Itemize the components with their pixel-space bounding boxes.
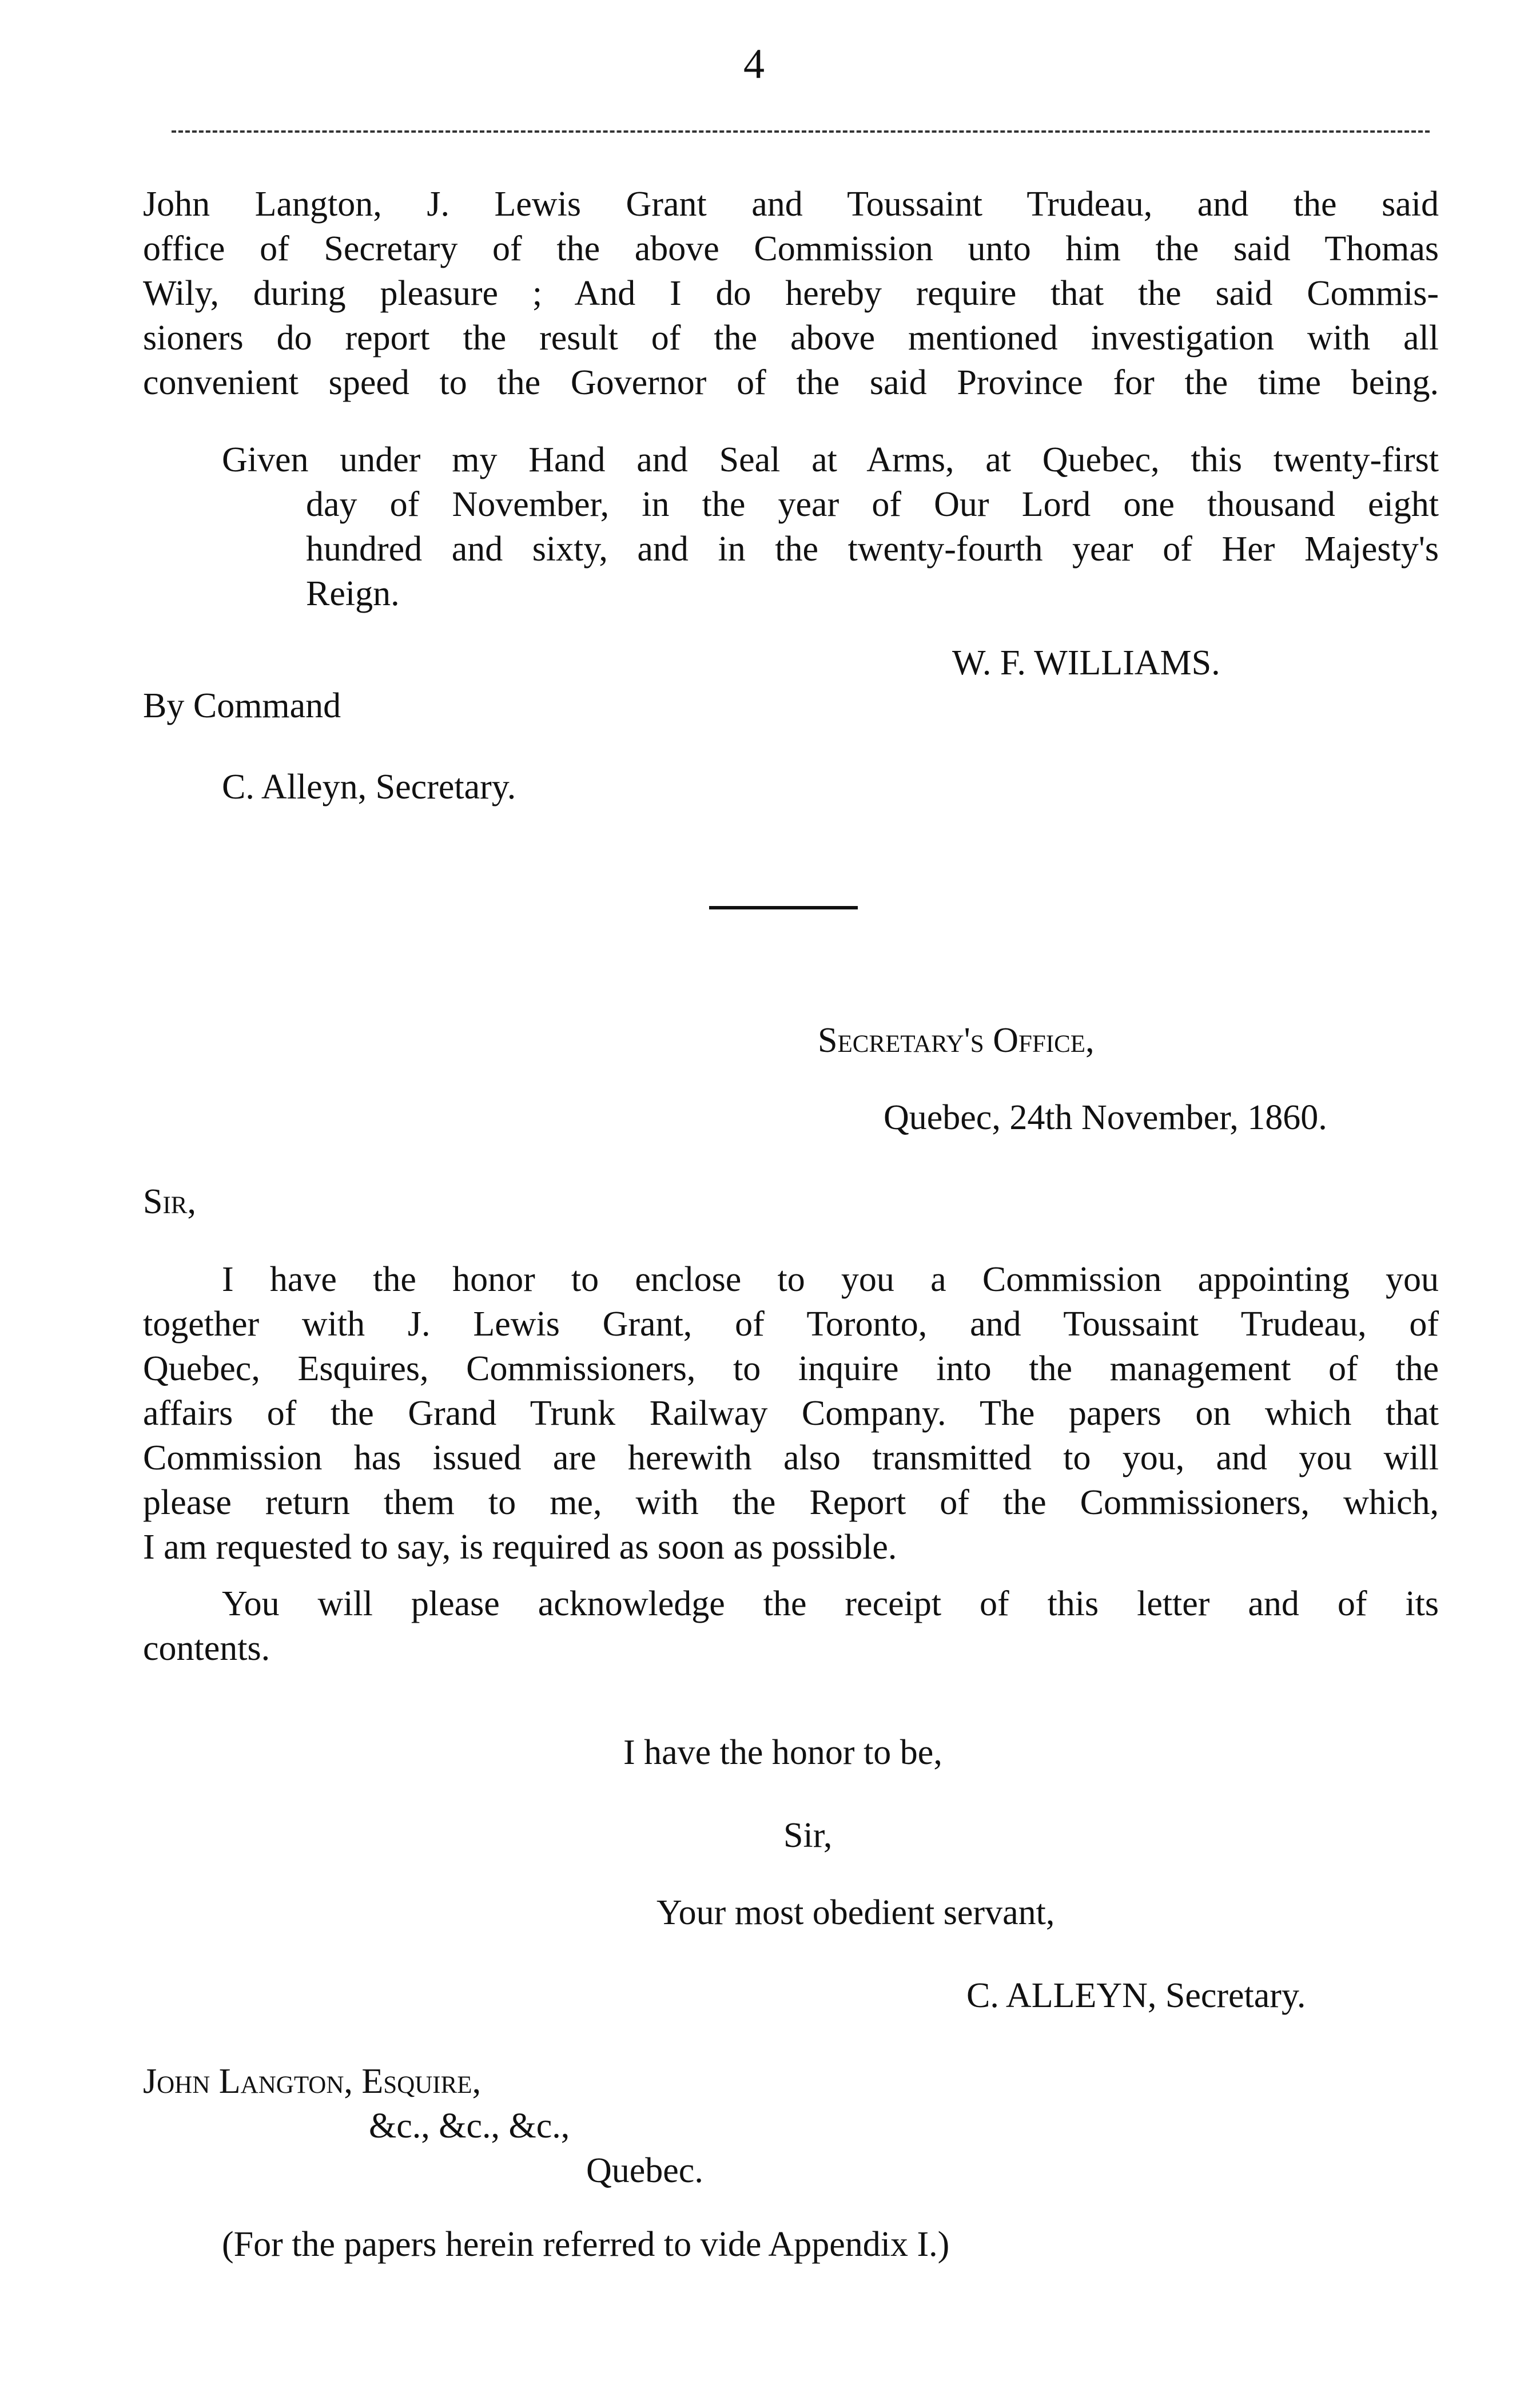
- letter-place-date: Quebec, 24th November, 1860.: [884, 1098, 1327, 1137]
- para1-line-7: I am requested to say, is required as soon as possible.: [143, 1528, 897, 1567]
- commission-line-3: Wily, during pleasure ; And I do hereby require that the said Commis-: [143, 274, 1439, 313]
- page-number: 4: [743, 41, 765, 88]
- closing-line-1: I have the honor to be,: [623, 1733, 942, 1772]
- addressee-name: John Langton, Esquire,: [143, 2062, 482, 2101]
- para1-line-5: Commission has issued are herewith also transmitted to you, and you will: [143, 1439, 1439, 1477]
- para2-line-1: You will please acknowledge the receipt of this letter and of its: [222, 1584, 1439, 1623]
- closing-line-2: Sir,: [783, 1816, 833, 1855]
- given-line-4: Reign.: [306, 574, 400, 613]
- commission-line-5: convenient speed to the Governor of the said Province for the time being.: [143, 363, 1439, 402]
- letter-salutation: Sir,: [143, 1182, 196, 1221]
- para1-line-1: I have the honor to enclose to you a Commission appointing you: [222, 1260, 1439, 1299]
- para1-line-2: together with J. Lewis Grant, of Toronto, and Toussaint Trudeau, of: [143, 1305, 1439, 1344]
- closing-line-3: Your most obedient servant,: [656, 1893, 1055, 1932]
- commission-line-4: sioners do report the result of the above mentioned investigation with all: [143, 319, 1439, 357]
- footnote: (For the papers herein referred to vide Appendix I.): [222, 2225, 950, 2264]
- commission-line-1: John Langton, J. Lewis Grant and Toussaint Trudeau, and the said: [143, 185, 1439, 224]
- para1-line-4: affairs of the Grand Trunk Railway Company. The papers on which that: [143, 1394, 1439, 1433]
- commission-secretary: C. Alleyn, Secretary.: [222, 768, 516, 806]
- addressee-city: Quebec.: [586, 2151, 703, 2190]
- by-command: By Command: [143, 686, 341, 725]
- header-rule: [172, 130, 1430, 133]
- section-separator: [709, 906, 858, 909]
- signatory: W. F. WILLIAMS.: [952, 643, 1220, 682]
- given-line-1: Given under my Hand and Seal at Arms, at Quebec, this twenty-first: [222, 440, 1439, 479]
- letter-office: Secretary's Office,: [818, 1021, 1095, 1060]
- commission-line-2: office of Secretary of the above Commission unto him the said Thomas: [143, 229, 1439, 268]
- para1-line-3: Quebec, Esquires, Commissioners, to inquire into the management of the: [143, 1349, 1439, 1388]
- addressee-etc: &c., &c., &c.,: [369, 2107, 570, 2145]
- para2-line-2: contents.: [143, 1629, 270, 1668]
- letter-signature: C. ALLEYN, Secretary.: [966, 1976, 1306, 2015]
- para1-line-6: please return them to me, with the Report of the Commissioners, which,: [143, 1483, 1439, 1522]
- given-line-3: hundred and sixty, and in the twenty-fourth year of Her Majesty's: [306, 530, 1439, 569]
- given-line-2: day of November, in the year of Our Lord one thousand eight: [306, 485, 1439, 524]
